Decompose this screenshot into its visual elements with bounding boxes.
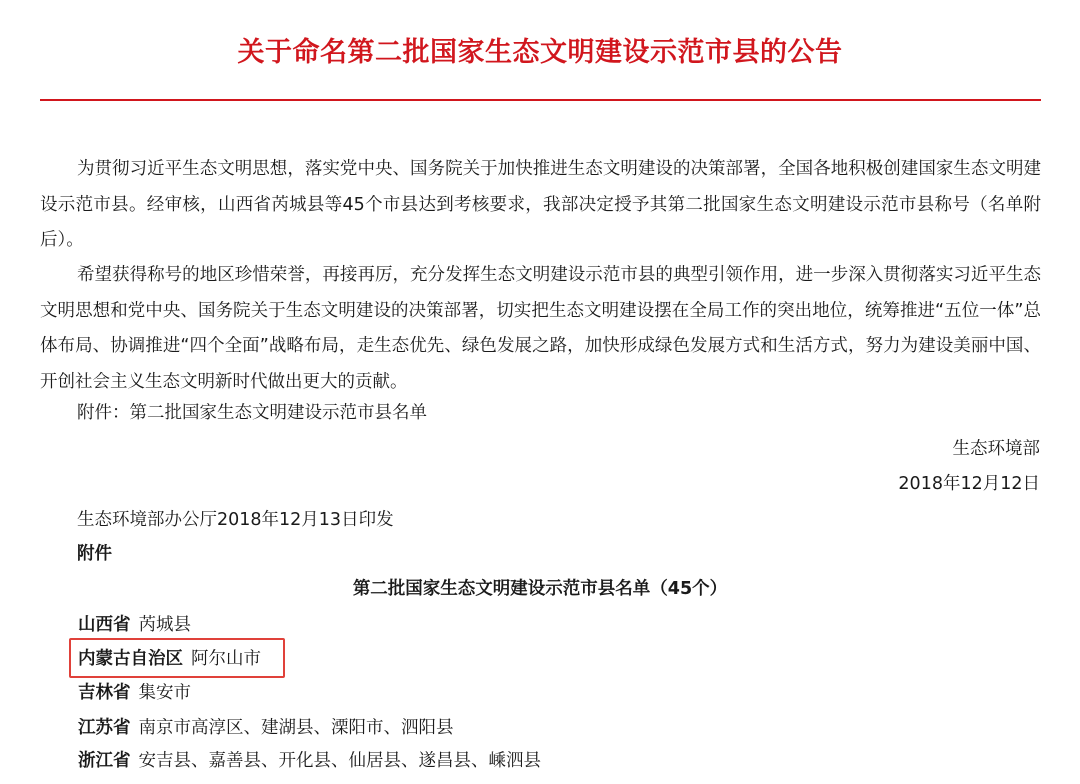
appendix-label: 附件 <box>77 544 112 564</box>
place-names: 南京市高淳区、建湖县、溧阳市、泗阳县 <box>138 718 454 738</box>
title-divider <box>40 99 1041 101</box>
place-names: 集安市 <box>138 683 191 703</box>
province-name: 山西省 <box>78 615 131 635</box>
place-names: 阿尔山市 <box>191 649 261 669</box>
province-name: 吉林省 <box>78 683 131 703</box>
place-names: 芮城县 <box>138 615 191 635</box>
province-name: 江苏省 <box>78 718 131 738</box>
list-item <box>78 746 541 776</box>
issue-date: 2018年12月12日 <box>898 474 1040 494</box>
list-item <box>78 678 191 708</box>
signer: 生态环境部 <box>952 439 1040 459</box>
highlight-box <box>69 638 285 678</box>
attachment-note: 附件：第二批国家生态文明建设示范市县名单 <box>77 403 427 423</box>
province-name: 浙江省 <box>78 751 131 771</box>
paragraph-1: 为贯彻习近平生态文明思想，落实党中央、国务院关于加快推进生态文明建设的决策部署，全国各地积极创建国家生态文明建设示范市县。经审核，山西省芮城县等45个市县达到考核要求，我部决定授予其第二批国家生态文明建设示范市县称号（名单附后）。 <box>40 159 1041 250</box>
list-item <box>78 610 191 640</box>
page-title: 关于命名第二批国家生态文明建设示范市县的公告 <box>237 37 843 68</box>
list-item <box>78 713 454 743</box>
list-title: 第二批国家生态文明建设示范市县名单（45个） <box>352 579 728 599</box>
province-name: 内蒙古自治区 <box>78 649 183 669</box>
paragraph-2: 希望获得称号的地区珍惜荣誉，再接再厉，充分发挥生态文明建设示范市县的典型引领作用，进一步深入贯彻落实习近平生态文明思想和党中央、国务院关于生态文明建设的决策部署，切实把生态文明建设摆在全局工作的突出地位，统筹推进“五位一体”总体布局、协调推进“四个全面”战略布局，走生态优先、绿色发展之路，加快形成绿色发展方式和生活方式，努力为建设美丽中国、开创社会主义生态文明新时代做出更大的贡献。 <box>40 265 1041 392</box>
place-names: 安吉县、嘉善县、开化县、仙居县、遂昌县、嵊泗县 <box>138 751 541 771</box>
issued-line: 生态环境部办公厅2018年12月13日印发 <box>77 510 394 530</box>
